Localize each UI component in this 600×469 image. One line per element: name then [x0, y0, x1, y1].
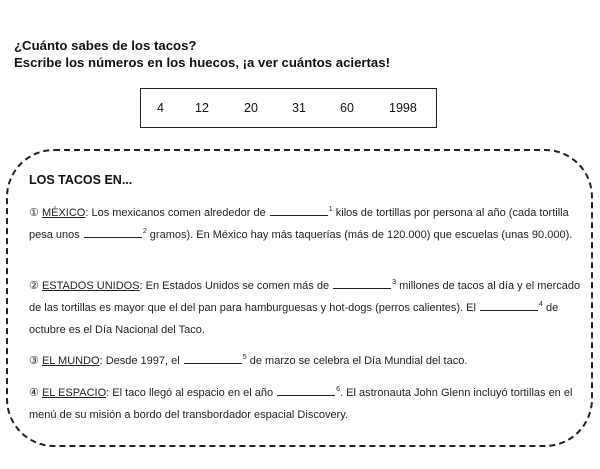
paragraph-estados-unidos [29, 276, 584, 341]
circled-number: ④ [29, 387, 39, 399]
number-bank [140, 88, 437, 128]
circled-number: ① [29, 207, 39, 219]
text: : Los mexicanos comen alrededor de [85, 207, 269, 219]
paragraph-el-mundo [29, 351, 584, 373]
topic-label: ESTADOS UNIDOS [41, 280, 140, 292]
number-option: 20 [244, 101, 258, 115]
text: : Desde 1997, el [99, 355, 183, 367]
number-option: 4 [157, 101, 164, 115]
number-option: 60 [340, 101, 354, 115]
text: de marzo se celebra el Día Mundial del taco. [249, 355, 468, 367]
text: de octubre es el Día Nacional del Taco. [29, 301, 559, 336]
topic-label: MÉXICO [41, 207, 86, 219]
blank-field[interactable] [480, 301, 538, 311]
blank-field[interactable] [277, 386, 335, 396]
number-option: 12 [195, 101, 209, 115]
section-heading: LOS TACOS EN... [29, 173, 133, 187]
blank-index: 2 [142, 227, 147, 235]
blank-index: 6 [336, 386, 341, 393]
blank-index: 1 [328, 206, 333, 213]
topic-label: EL MUNDO [41, 355, 100, 367]
blank-field[interactable] [270, 206, 328, 216]
blank-field[interactable] [333, 279, 391, 289]
paragraph-el-espacio [29, 383, 584, 427]
worksheet-title [14, 37, 390, 71]
circled-number: ③ [29, 355, 39, 367]
text: . El astronauta John Glenn incluyó tortillas en el menú de su misión a bordo del transbordador espacial Discovery. [29, 387, 573, 421]
text: : En Estados Unidos se comen más de [139, 280, 333, 292]
paragraph-mexico [29, 203, 584, 247]
circled-number: ② [29, 280, 39, 292]
text: : El taco llegó al espacio en el año [106, 387, 277, 399]
text: millones de tacos al día y el mercado de las tortillas es mayor que el del pan para hamburguesas y hot-dogs (perros calientes). El [29, 280, 581, 314]
blank-index: 3 [392, 279, 397, 286]
blank-index: 4 [539, 300, 543, 308]
title-line-2: Escribe los números en los huecos, ¡a ver cuántos aciertas! [14, 55, 390, 70]
blank-field[interactable] [184, 354, 242, 364]
topic-label: EL ESPACIO [41, 387, 107, 399]
number-option: 31 [292, 101, 306, 115]
title-line-1: ¿Cuánto sabes de los tacos? [14, 38, 197, 53]
text: kilos de tortillas por persona al año (cada tortilla pesa unos [29, 207, 569, 241]
number-option: 1998 [389, 101, 417, 115]
text: gramos). En México hay más taquerías (más de 120.000) que escuelas (unas 90.000). [149, 228, 573, 241]
blank-field[interactable] [84, 228, 142, 238]
blank-index: 5 [242, 354, 247, 361]
